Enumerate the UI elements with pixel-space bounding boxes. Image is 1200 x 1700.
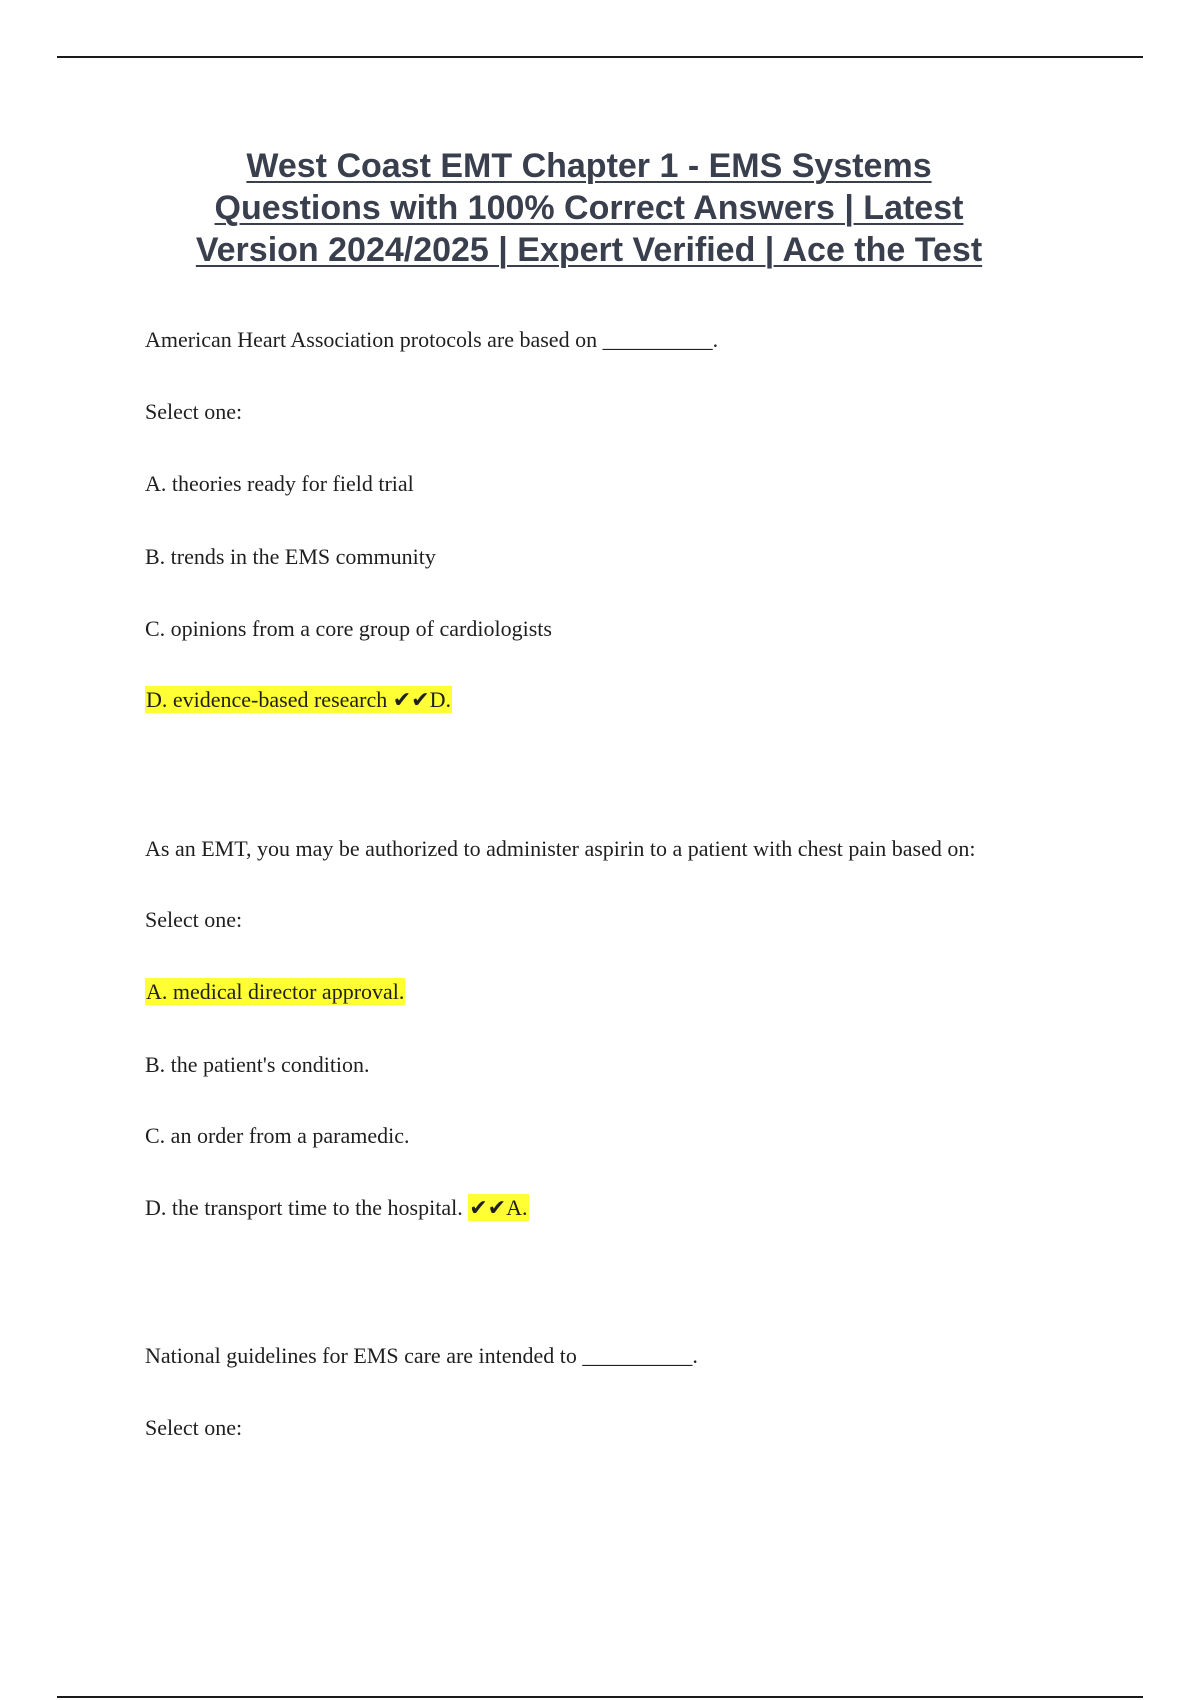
question-3-select-label: Select one: (145, 1415, 243, 1440)
question-3-prompt: National guidelines for EMS care are intended to __________. (145, 1343, 698, 1368)
title-line-1: West Coast EMT Chapter 1 - EMS Systems (246, 147, 932, 185)
question-1-option-b: B. trends in the EMS community (145, 544, 436, 569)
question-2-option-a-answer (145, 979, 405, 1005)
question-1-option-d-answer (145, 687, 452, 713)
question-2-option-d (145, 1195, 529, 1221)
question-2-prompt: As an EMT, you may be authorized to administer aspirin to a patient with chest pain based on: (145, 836, 976, 861)
title-line-3: Version 2024/2025 | Expert Verified | Ace the Test (195, 231, 983, 269)
title-line-2: Questions with 100% Correct Answers | Latest (214, 189, 964, 227)
bottom-rule (57, 1696, 1143, 1698)
question-1-option-c: C. opinions from a core group of cardiologists (145, 616, 552, 641)
answer-highlight: D. evidence-based research ✔✔D. (146, 687, 452, 712)
document-title (0, 145, 1178, 271)
question-1-option-a: A. theories ready for field trial (145, 471, 414, 496)
question-2-option-c: C. an order from a paramedic. (145, 1123, 410, 1148)
question-1-select-label: Select one: (145, 399, 243, 424)
answer-highlight: A. medical director approval. (146, 979, 405, 1004)
top-rule (57, 56, 1143, 58)
question-1-prompt: American Heart Association protocols are based on __________. (145, 327, 719, 352)
answer-mark: ✔✔A. (469, 1195, 528, 1220)
question-2-select-label: Select one: (145, 907, 243, 932)
question-2-option-b: B. the patient's condition. (145, 1052, 370, 1077)
option-d-text: D. the transport time to the hospital. (145, 1195, 463, 1220)
